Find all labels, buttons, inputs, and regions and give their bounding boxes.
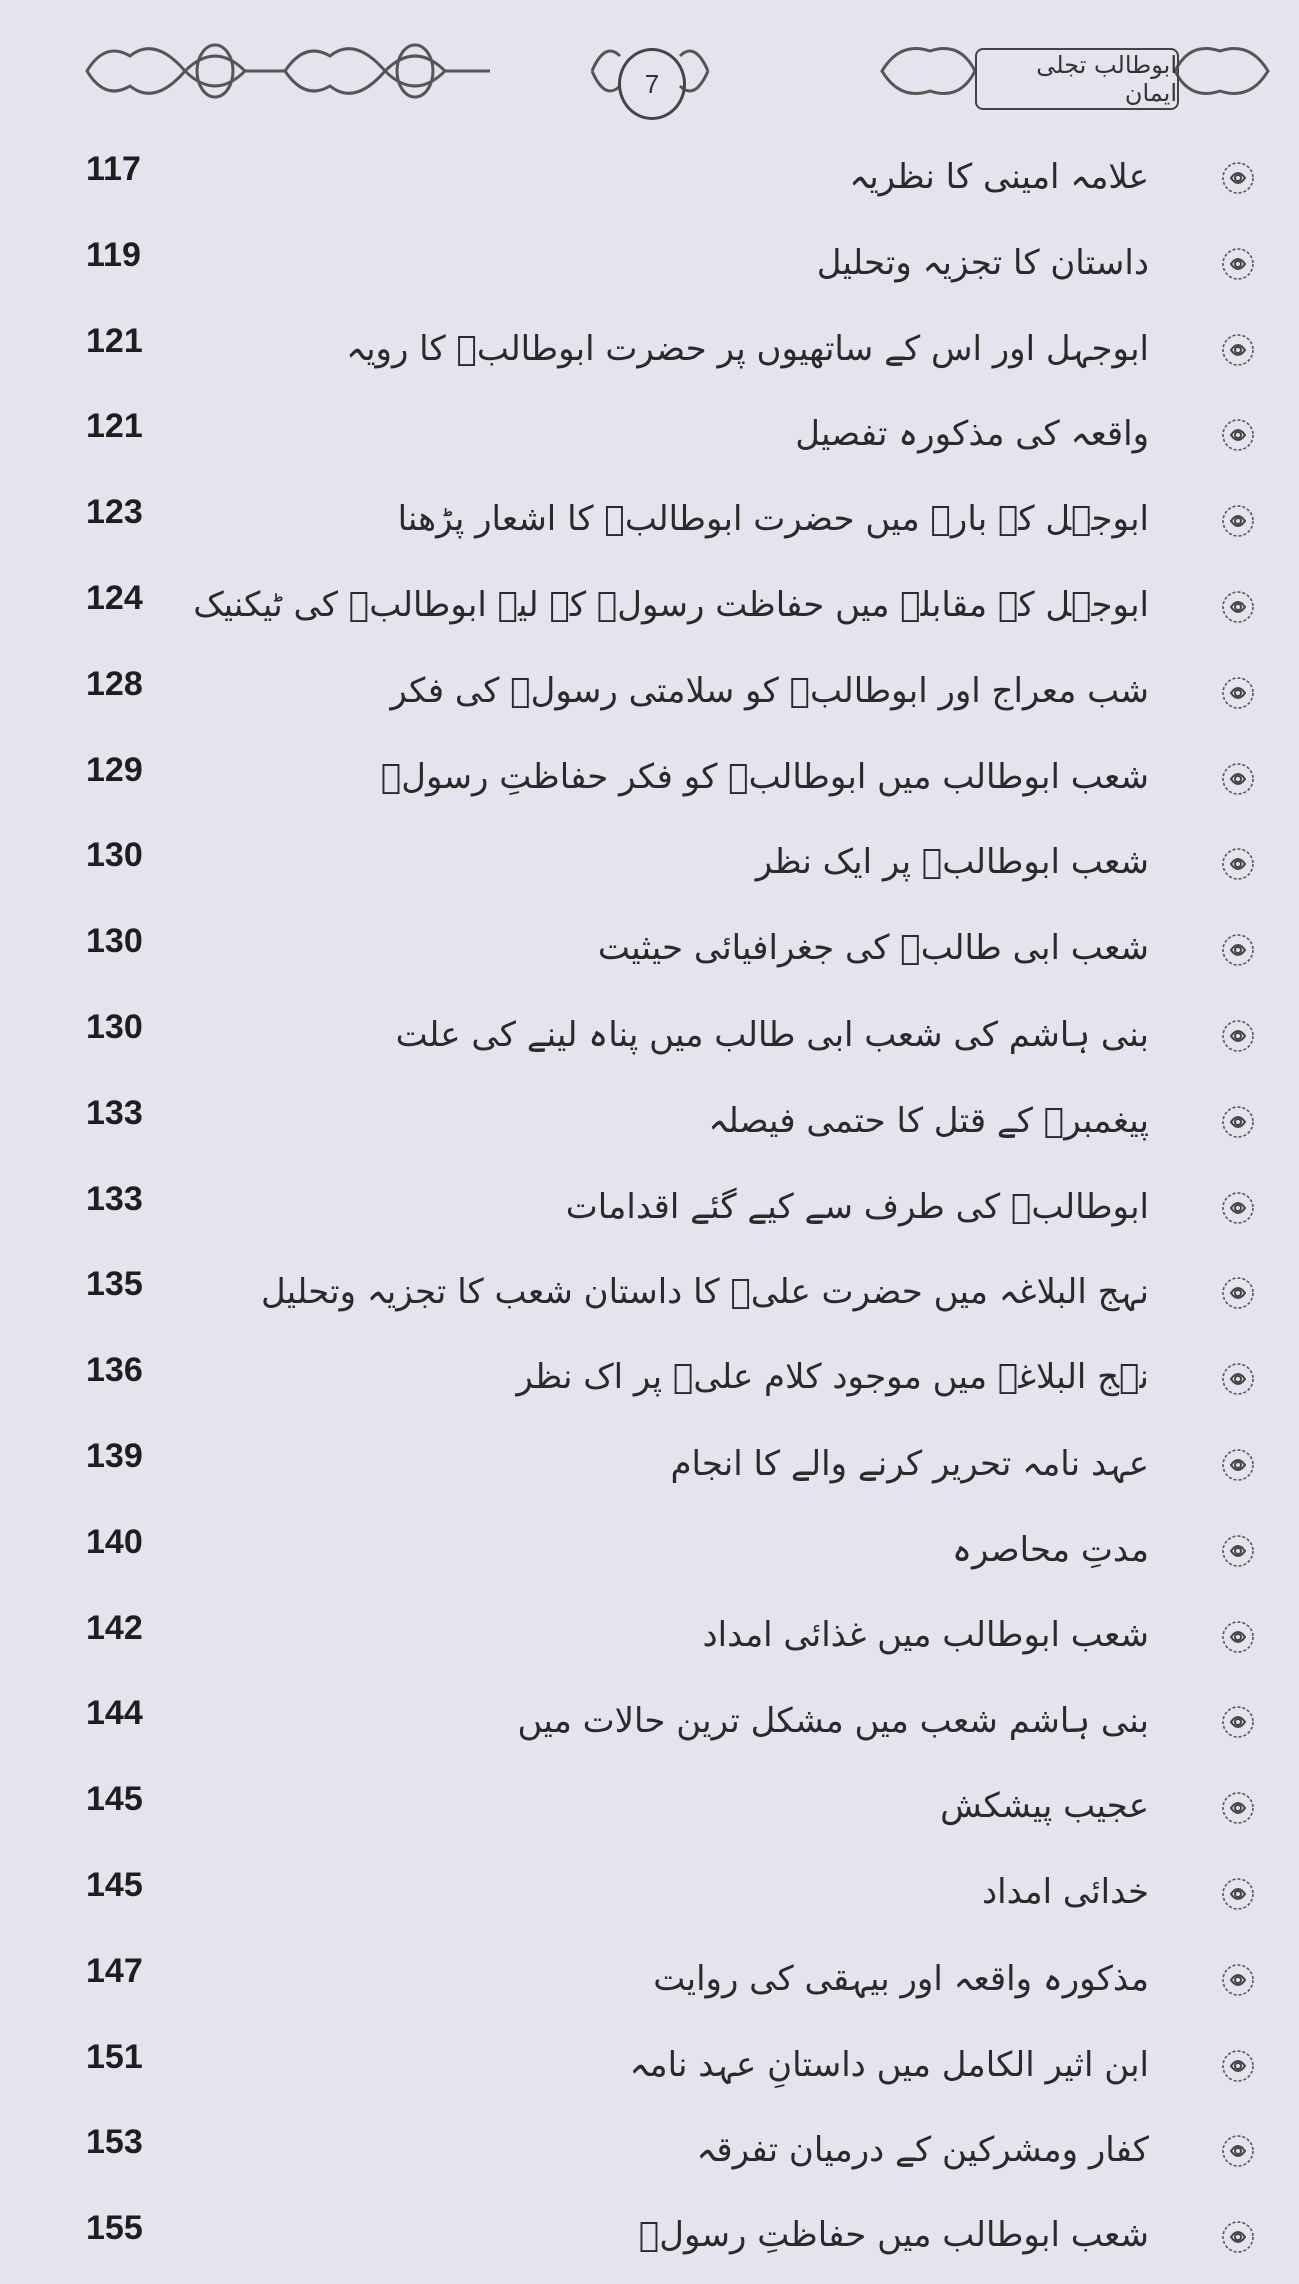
toc-entry-title: نہج البلاغہ میں حضرت علیؑ کا داستان شعب کا تجزیہ وتحلیل bbox=[260, 1272, 1149, 1313]
flower-bullet-icon bbox=[1220, 675, 1256, 711]
toc-entry bbox=[0, 2113, 1299, 2193]
toc-page-number: 153 bbox=[86, 2123, 143, 2162]
toc-page-number: 121 bbox=[86, 407, 143, 446]
toc-entry-title: عجیب پیشکش bbox=[940, 1786, 1149, 1827]
page-header bbox=[0, 28, 1299, 118]
toc-entry bbox=[0, 140, 1299, 220]
toc-entry-title: واقعہ کی مذکورہ تفصیل bbox=[795, 414, 1149, 455]
ornament-left-icon bbox=[85, 36, 495, 106]
toc-entry bbox=[0, 741, 1299, 821]
toc-entry-title: شعب ابوطالبؑ پر ایک نظر bbox=[755, 842, 1149, 883]
flower-bullet-icon bbox=[1220, 846, 1256, 882]
flower-bullet-icon bbox=[1220, 1790, 1256, 1826]
toc-entry bbox=[0, 1513, 1299, 1593]
flower-bullet-icon bbox=[1220, 2133, 1256, 2169]
toc-page-number: 151 bbox=[86, 2037, 143, 2076]
flower-bullet-icon bbox=[1220, 1018, 1256, 1054]
toc-entry-title: ابوطالبؑ کی طرف سے کیے گئے اقدامات bbox=[565, 1186, 1149, 1227]
toc-page-number: 145 bbox=[86, 1780, 143, 1819]
flower-bullet-icon bbox=[1220, 1962, 1256, 1998]
toc-entry bbox=[0, 312, 1299, 392]
toc-entry-title: خدائی امداد bbox=[981, 1872, 1149, 1912]
toc-page-number: 128 bbox=[86, 664, 143, 703]
toc-page-number: 124 bbox=[86, 579, 143, 617]
toc-entry bbox=[0, 1255, 1299, 1335]
flower-bullet-icon bbox=[1220, 1104, 1256, 1140]
toc-entry-title: ابوجہل کے مقابلے میں حفاظت رسولؐ کے لیے ابوطالبؑ کی ٹیکنیک bbox=[193, 585, 1149, 625]
toc-entry-title: داستان کا تجزیہ وتحلیل bbox=[816, 242, 1149, 283]
toc-entry-title: شعب ابوطالب میں ابوطالبؑ کو فکر حفاظتِ رسولؐ bbox=[380, 756, 1149, 797]
toc-entry-title: مذکورہ واقعہ اور بیہقی کی روایت bbox=[653, 1958, 1149, 1999]
toc-page-number: 155 bbox=[86, 2209, 143, 2248]
flower-bullet-icon bbox=[1220, 2219, 1256, 2255]
toc-entry-title: علامہ امینی کا نظریہ bbox=[849, 157, 1149, 197]
toc-page-number: 130 bbox=[86, 836, 143, 875]
toc-entry bbox=[0, 397, 1299, 477]
toc-entry bbox=[0, 998, 1299, 1078]
toc-page-number: 119 bbox=[86, 235, 141, 274]
flower-bullet-icon bbox=[1220, 932, 1256, 968]
toc-entry-title: بنی ہاشم شعب میں مشکل ترین حالات میں bbox=[517, 1701, 1149, 1742]
toc-entry bbox=[0, 826, 1299, 906]
toc-page-number: 123 bbox=[86, 493, 143, 532]
toc-page-number: 144 bbox=[86, 1694, 143, 1733]
toc-entry bbox=[0, 1770, 1299, 1850]
toc-entry-title: کفار ومشرکین کے درمیان تفرقہ bbox=[696, 2130, 1149, 2171]
toc-entry-title: بنی ہاشم کی شعب ابی طالب میں پناہ لینے کی علت bbox=[395, 1015, 1149, 1055]
toc-page-number: 135 bbox=[86, 1265, 143, 1304]
flower-bullet-icon bbox=[1220, 1275, 1256, 1311]
toc-page-number: 145 bbox=[86, 1866, 143, 1904]
toc-entry bbox=[0, 569, 1299, 649]
page-number: 7 bbox=[618, 48, 686, 120]
toc-page-number: 147 bbox=[86, 1951, 143, 1990]
toc-page-number: 129 bbox=[86, 750, 143, 789]
toc-entry bbox=[0, 1084, 1299, 1164]
book-title: ابوطالب تجلی ایمان bbox=[975, 48, 1179, 110]
flower-bullet-icon bbox=[1220, 1533, 1256, 1569]
toc-page-number: 121 bbox=[86, 321, 143, 360]
toc-entry bbox=[0, 1942, 1299, 2022]
toc-entry-title: ابوجہل اور اس کے ساتھیوں پر حضرت ابوطالبؑ کا رویہ bbox=[346, 328, 1149, 369]
flower-bullet-icon bbox=[1220, 1704, 1256, 1740]
flower-bullet-icon bbox=[1220, 2048, 1256, 2084]
toc-entry bbox=[0, 2199, 1299, 2279]
flower-bullet-icon bbox=[1220, 503, 1256, 539]
toc-entry bbox=[0, 1684, 1299, 1764]
flower-bullet-icon bbox=[1220, 1361, 1256, 1397]
flower-bullet-icon bbox=[1220, 417, 1256, 453]
toc-page-number: 117 bbox=[86, 150, 141, 188]
flower-bullet-icon bbox=[1220, 160, 1256, 196]
toc-entry-title: شب معراج اور ابوطالبؑ کو سلامتی رسولؐ کی فکر bbox=[390, 670, 1149, 711]
toc-page-number: 130 bbox=[86, 922, 143, 961]
flower-bullet-icon bbox=[1220, 332, 1256, 368]
toc-page-number: 136 bbox=[86, 1351, 143, 1390]
toc-entry bbox=[0, 483, 1299, 563]
toc-page-number: 139 bbox=[86, 1437, 143, 1475]
toc-page-number: 130 bbox=[86, 1008, 143, 1046]
flower-bullet-icon bbox=[1220, 1190, 1256, 1226]
toc-entry-title: ابوجہل کے بارے میں حضرت ابوطالبؑ کا اشعار پڑھنا bbox=[397, 499, 1149, 540]
toc-page-number: 142 bbox=[86, 1608, 143, 1647]
toc-entry bbox=[0, 1341, 1299, 1421]
flower-bullet-icon bbox=[1220, 1447, 1256, 1483]
flower-bullet-icon bbox=[1220, 761, 1256, 797]
toc-entry-title: عہد نامہ تحریر کرنے والے کا انجام bbox=[670, 1444, 1149, 1484]
toc-entry-title: شعب ابوطالب میں حفاظتِ رسولؐ bbox=[638, 2215, 1149, 2256]
toc-entry-title: شعب ابی طالبؑ کی جغرافیائی حیثیت bbox=[597, 928, 1149, 969]
toc-entry-title: پیغمبرؐ کے قتل کا حتمی فیصلہ bbox=[708, 1100, 1149, 1141]
toc-entry-title: شعب ابوطالب میں غذائی امداد bbox=[702, 1614, 1149, 1655]
toc-page-number: 140 bbox=[86, 1522, 143, 1561]
toc-entry-title: مدتِ محاصرہ bbox=[952, 1529, 1149, 1570]
flower-bullet-icon bbox=[1220, 1876, 1256, 1912]
toc-entry-title: نہج البلاغہ میں موجود کلام علیؑ پر اک نظر bbox=[516, 1357, 1149, 1398]
toc-entry bbox=[0, 226, 1299, 306]
toc-entry bbox=[0, 655, 1299, 735]
toc-entry bbox=[0, 1599, 1299, 1679]
toc-entry-title: ابن اثیر الکامل میں داستانِ عہد نامہ bbox=[629, 2044, 1149, 2085]
toc-page-number: 133 bbox=[86, 1093, 143, 1132]
toc-entry bbox=[0, 2028, 1299, 2108]
toc-entry bbox=[0, 1856, 1299, 1936]
toc-entry bbox=[0, 1170, 1299, 1250]
toc-entry bbox=[0, 912, 1299, 992]
toc-entry bbox=[0, 1427, 1299, 1507]
flower-bullet-icon bbox=[1220, 589, 1256, 625]
toc-page-number: 133 bbox=[86, 1179, 143, 1218]
flower-bullet-icon bbox=[1220, 246, 1256, 282]
flower-bullet-icon bbox=[1220, 1619, 1256, 1655]
